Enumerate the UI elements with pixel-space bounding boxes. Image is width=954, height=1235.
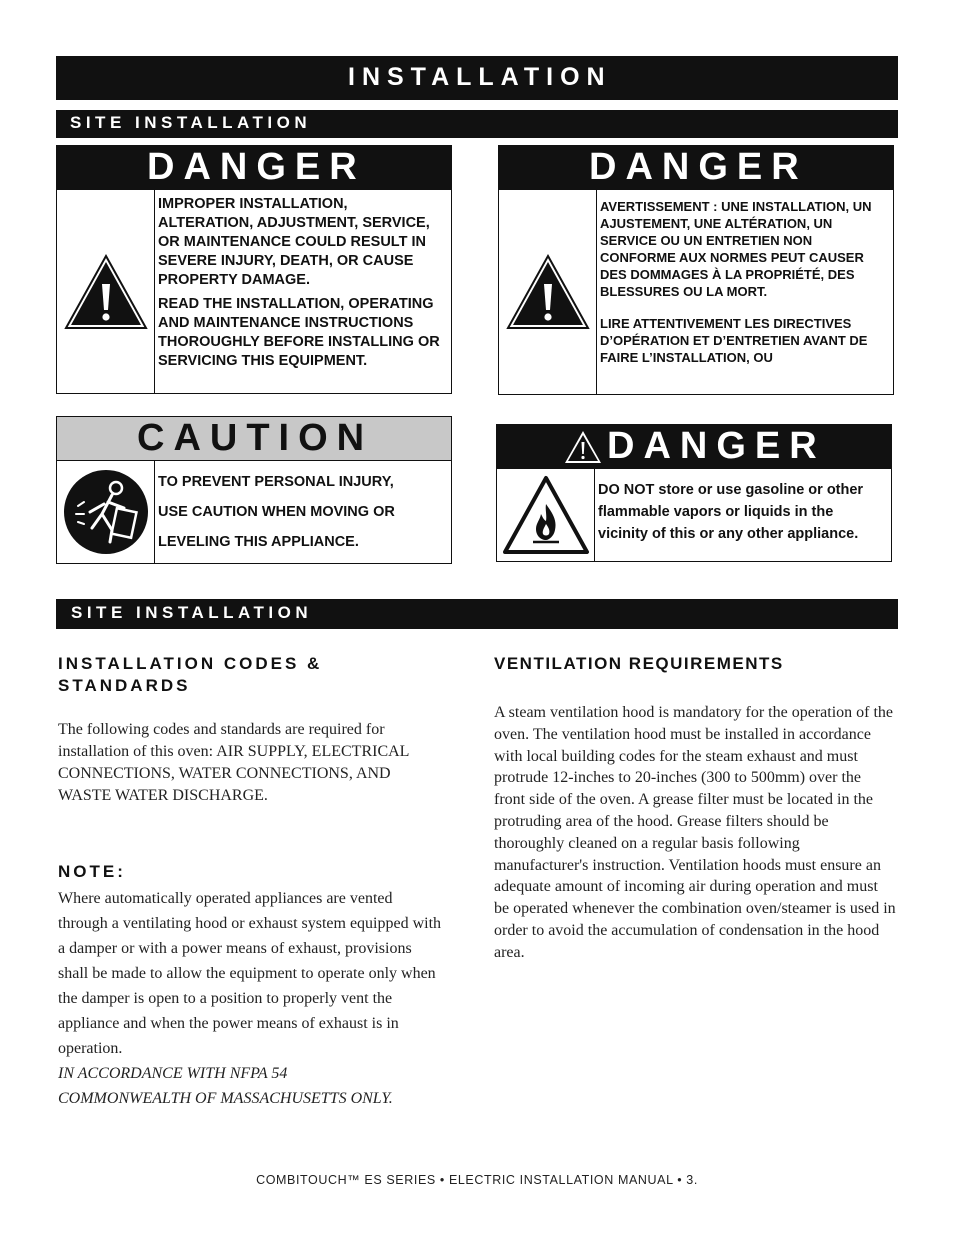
danger-header [497, 425, 891, 469]
installation-codes-paragraph [58, 719, 438, 807]
caution-text [158, 467, 445, 557]
danger-paragraph-1: IMPROPER INSTALLATION, ALTERATION, ADJUSTMENT, SERVICE, OR MAINTENANCE COULD RESULT IN SEVERE INJURY, DEATH, OR CAUSE PROPERTY DAMAGE. [158, 196, 430, 288]
section-title: SITE INSTALLATION [70, 113, 312, 132]
page-footer: COMBITOUCH™ ES SERIES • ELECTRIC INSTALLATION MANUAL • 3. [256, 1173, 698, 1187]
danger-line-3: vicinity of this or any other appliance. [598, 526, 859, 542]
danger-text [598, 479, 885, 545]
danger-box-french [498, 145, 894, 395]
note-heading: NOTE: [58, 862, 126, 881]
page-title: INSTALLATION [348, 63, 612, 91]
danger-paragraph-2: LIRE ATTENTIVEMENT LES DIRECTIVES D’OPÉRATION ET D’ENTRETIEN AVANT DE FAIRE L’INSTALLATION, OU [600, 316, 868, 365]
danger-label: DANGER [607, 425, 826, 467]
note-italic-line-1: IN ACCORDANCE WITH NFPA 54 [58, 1065, 288, 1082]
icon-cell [497, 469, 595, 561]
section-bar-site-installation [56, 110, 898, 138]
icon-cell [499, 190, 597, 394]
ventilation-paragraph [494, 702, 896, 964]
danger-box-english [56, 145, 452, 394]
flame-warning-icon [501, 474, 591, 556]
person-lifting-icon [62, 468, 150, 556]
ventilation-heading: VENTILATION REQUIREMENTS [494, 654, 784, 673]
codes-paragraph-text: The following codes and standards are required for installation of this oven: AIR SUPPLY, ELECTRICAL CONNECTIONS, WATER CONNECTIONS, AND WASTE WATER DISCHARGE. [58, 721, 409, 804]
danger-text [600, 198, 887, 381]
caution-line-3: LEVELING THIS APPLIANCE. [158, 534, 359, 550]
section-bar-site-installation-2 [56, 599, 898, 629]
page-title-bar [56, 56, 898, 100]
warning-triangle-icon [563, 429, 603, 465]
warning-triangle-icon [62, 252, 150, 332]
note-text: Where automatically operated appliances are vented through a ventilating hood or exhaust system equipped with a damper or with a power means of exhaust, provisions shall be made to allow the equipment to operate only when the damper is open to a position to properly vent the appliance and when the power means of exhaust is in operation. [58, 890, 442, 1057]
danger-paragraph-2: READ THE INSTALLATION, OPERATING AND MAINTENANCE INSTRUCTIONS THOROUGHLY BEFORE INSTALLING OR SERVICING THIS EQUIPMENT. [158, 296, 440, 369]
danger-paragraph-1: AVERTISSEMENT : UNE INSTALLATION, UN AJUSTEMENT, UNE ALTÉRATION, UN SERVICE OU UN ENTRETIEN NON CONFORME AUX NORMES PEUT CAUSER DES DOMMAGES À LA PROPRIÉTÉ, DES BLESSURES OU LA MORT. [600, 199, 872, 299]
danger-label: DANGER [147, 146, 366, 188]
danger-text [158, 195, 445, 376]
warning-triangle-icon [504, 252, 592, 332]
caution-line-1: TO PREVENT PERSONAL INJURY, [158, 474, 394, 490]
caution-box [56, 416, 452, 564]
note-body [58, 886, 443, 1111]
icon-cell [57, 190, 155, 393]
danger-label: DANGER [589, 146, 808, 188]
caution-header [57, 417, 451, 461]
note-italic-line-2: COMMONWEALTH OF MASSACHUSETTS ONLY. [58, 1090, 393, 1107]
installation-codes-heading: INSTALLATION CODES & STANDARDS [58, 654, 323, 695]
danger-line-1: DO NOT store or use gasoline or other [598, 482, 864, 498]
danger-header [57, 146, 451, 190]
ventilation-text: A steam ventilation hood is mandatory for the operation of the oven. The ventilation hood must be installed in accordance with local building codes for the steam exhaust and must protrude 12-inches to 20-inches (300 to 500mm) over the front side of the oven. A grease filter must be located in the protruding area of the hood. Grease filters should be thoroughly cleaned on a regular basis following manufacturer's instruction. Ventilation hoods must ensure an adequate amount of incoming air during operation and must be operated whenever the combination oven/steamer is used in order to avoid the accumulation of condensation in the hood area. [494, 704, 896, 961]
caution-label: CAUTION [137, 417, 374, 459]
danger-box-flammable [496, 424, 892, 562]
danger-line-2: flammable vapors or liquids in the [598, 504, 834, 520]
danger-header [499, 146, 893, 190]
section-title: SITE INSTALLATION [71, 603, 313, 622]
icon-cell [57, 461, 155, 563]
caution-line-2: USE CAUTION WHEN MOVING OR [158, 504, 395, 520]
